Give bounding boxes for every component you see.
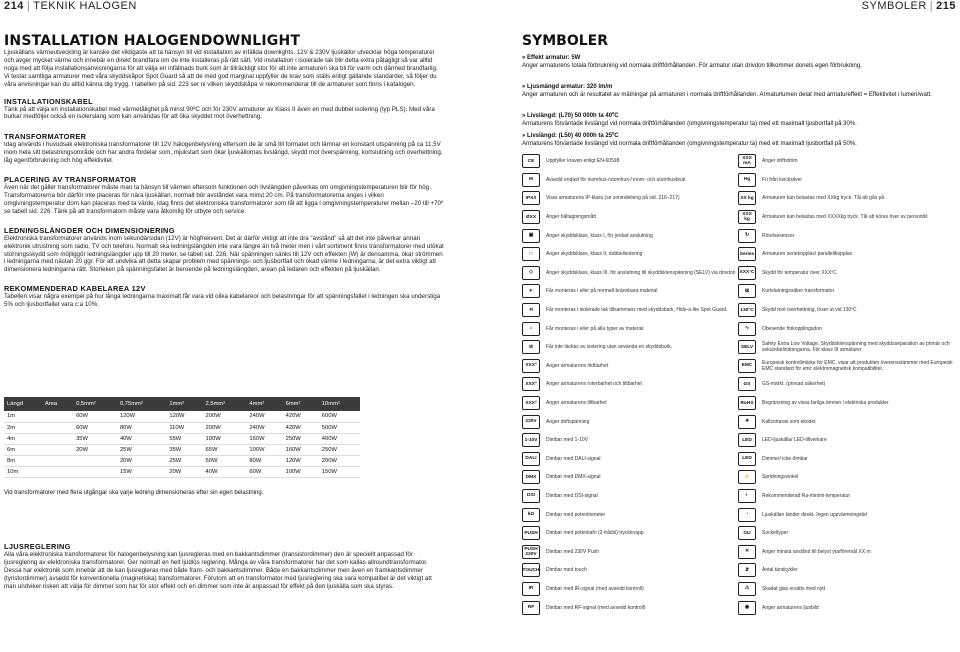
table-cell: 10m (4, 466, 42, 477)
spec-effekt (522, 55, 954, 70)
symbol-icon: XXX mA (738, 154, 756, 168)
symbol-row (522, 264, 954, 283)
section-title-left: TEKNIK HALOGEN (33, 0, 137, 12)
table-cell: 35W (73, 433, 117, 444)
symbol-label: Obesende förkopplingsdon (762, 325, 822, 332)
table-cell: 2m (4, 422, 42, 433)
table-cell: 1m (4, 411, 42, 422)
table-cell: 250W (319, 444, 360, 455)
symbol-icon: M (522, 173, 540, 187)
ljusreglering-section (4, 542, 444, 591)
symbol-icon: ⊠ (738, 284, 756, 298)
table-header-cell: 2,5mm² (203, 397, 247, 411)
symbol-icon: XXX°C (738, 266, 756, 280)
spec-heading: » Livslängd: (L50) 40 000h ta 25ºC (522, 133, 619, 139)
table-cell: 60W (73, 411, 117, 422)
symbol-item (522, 470, 738, 484)
table-cell: 100W (283, 466, 319, 477)
table-row (4, 455, 360, 466)
intro-text: Ljuskällans värmeutveckling är kanske det viktigaste att ta hänsyn till vid installation av infällda downlights. 12V & 230V ljuskällor utvecklar höga temperaturer och avger mycket värme och innebär en direkt brandfara om de inte installeras på rätt sätt. Vid installation i isolerade tak blir detta extra påtagligt så var alltid noga med att följa installationsanvisningarna för att välja en infällnads burk som är tillräckligt stor för att inte armaturen ska bli för varm och därmed brandfarlig. Vi testar samtliga armaturer med våra skyddskåpor Spot Guard så att de med god marginal uppfyller de krav som ställs enligt gällande standarder, så följer du våra anvisningar kan du alltid känna dig trygg. I tabellen på sid. 223 ser ni vilken skyddskåpa vi rekommenderar till de armaturer som finns i katalogen. (4, 49, 438, 88)
section-heading-kabelarea: REKOMMENDERAD KABELAREA 12V (4, 284, 146, 294)
symbol-item (738, 359, 954, 373)
table-cell: 25W (117, 444, 166, 455)
symbol-label: Skadat glas ersätts med nytt (762, 585, 826, 592)
symbol-row (522, 431, 954, 450)
table-header-cell: 10mm² (319, 397, 360, 411)
symbol-label: Begränsning av vissa farliga ämnen i elektriska produkter (762, 400, 889, 407)
symbol-label: Rörelsesensor (762, 232, 795, 239)
symbol-label: Anger armaturens roterbarhet och tiltbarhet (546, 381, 642, 388)
symbol-icon: XXXº (522, 359, 540, 373)
spec-heading: » Effekt armatur: 5W (522, 55, 581, 61)
page-number-right: 215 (936, 0, 956, 12)
table-cell: 25W (166, 455, 202, 466)
table-cell: 420W (283, 411, 319, 422)
page-number-left: 214 (4, 0, 24, 12)
symbol-row (522, 598, 954, 617)
symbol-icon: TOUCH (522, 563, 540, 577)
table-cell: 400W (319, 433, 360, 444)
spec-heading: » Livslängd: (L70) 50 000h ta 40ºC (522, 113, 619, 119)
symbol-item (738, 526, 954, 540)
symbol-icon: ⌂ (522, 322, 540, 336)
table-cell: 600W (319, 411, 360, 422)
symbol-icon: ▣ (522, 229, 540, 243)
symbol-icon: XXXº (522, 377, 540, 391)
symbol-item (522, 377, 738, 391)
symbol-item (522, 415, 738, 429)
symbol-icon: PUSH (522, 526, 540, 540)
symbol-item (738, 415, 954, 429)
table-cell (42, 422, 73, 433)
symbol-label: Armaturen kan belastas med XXXXkg tryck. Tål att köras över av personbil (762, 214, 928, 221)
symbol-label: Anger håltagningsmått (546, 214, 597, 221)
symbol-label: Dimbar med 230V Push (546, 548, 600, 555)
symbol-row (522, 505, 954, 524)
table-cell (42, 411, 73, 422)
symbol-label: Sockeltyper (762, 530, 789, 537)
table-header-cell: 6mm² (283, 397, 319, 411)
symbol-item (522, 154, 738, 168)
table-cell: 65W (203, 444, 247, 455)
spec-text: Anger armaturens totala förbrukning vid normala driftförhållanden. För armatur utan drivdon tillkommer donets egen förbrukning. (522, 62, 862, 69)
symbol-label: Anger skyddsklass, klass III, för anslutning till skyddsklenspänning (SELV) via drivdon (546, 269, 736, 276)
symbol-item (522, 340, 738, 354)
symbol-label: Dimbar med DALI-signal (546, 455, 601, 462)
table-cell: 120W (117, 411, 166, 422)
symbol-label: Anger minsta avstånd till belyst yta/föremål XX m (762, 548, 871, 555)
table-cell: 200W (203, 411, 247, 422)
table-cell (42, 466, 73, 477)
symbol-label: Dimbar med potentiafri (2-trådsl) tryckknapp (546, 530, 644, 537)
table-cell: 20W (117, 455, 166, 466)
symbol-item (738, 508, 954, 522)
symbol-label: Anger skyddsklass, klass I, för jordad anslutning (546, 232, 653, 239)
section-title-right: SYMBOLER (861, 0, 927, 12)
symbol-row (522, 301, 954, 320)
symbol-icon: Series (738, 247, 756, 261)
table-row (4, 422, 360, 433)
symbol-label: Safety Extra Low Voltage. Skyddsklenspänning med skyddsseparation av primär och sekundärlindningarna. För klass III armaturer. (762, 341, 950, 354)
symbol-item (522, 229, 738, 243)
section-text-kabelarea: Tabellen visar några exempel på hur långa ledningarna maximalt får vara vid olika kabelareor och belastningar för att spänningsfallet i ledningen ska understiga 5% och ljusbortfallet vara c:a 10%. (4, 293, 441, 309)
left-column (4, 34, 444, 309)
cable-area-table (4, 397, 360, 478)
symbol-label: Visar armaturens IP-klass (se zonindelning på sid. 216–217) (546, 195, 680, 202)
symbol-item (522, 545, 738, 559)
symbol-icon: GS (738, 377, 756, 391)
table-cell: 60W (246, 466, 282, 477)
symbol-item (738, 322, 954, 336)
symbol-icon: ◇ (522, 266, 540, 280)
symbol-icon: DSI (522, 489, 540, 503)
symbol-row (522, 524, 954, 543)
symbol-row (522, 226, 954, 245)
symbol-item (738, 396, 954, 410)
symbol-row (522, 152, 954, 171)
symbol-item (522, 303, 738, 317)
table-cell: 200W (319, 455, 360, 466)
symbol-label: Dimbar med IR-signal (med avsedd kontroll) (546, 585, 644, 592)
symbol-item (738, 340, 954, 354)
symbol-icon: EMC (738, 359, 756, 373)
table-cell: 55W (166, 433, 202, 444)
symbol-label: Anger armaturens riktbarhet (546, 362, 609, 369)
symbol-icon: Hg (738, 173, 756, 187)
symbol-item (738, 229, 954, 243)
table-cell: 240W (246, 411, 282, 422)
symbol-icon: XXX kg (738, 210, 756, 224)
table-cell: 100W (203, 433, 247, 444)
symbol-icon: ◉ (738, 601, 756, 615)
table-cell: 100W (246, 444, 282, 455)
table-cell: 4m (4, 433, 42, 444)
symbol-label: Fri från kvicksilver (762, 176, 803, 183)
spec-ljusmangd (522, 84, 954, 99)
symbol-icon: CE (522, 154, 540, 168)
symbol-item (522, 396, 738, 410)
symbol-item (738, 210, 954, 224)
symbol-row (522, 338, 954, 357)
section-heading-transformatorer: TRANSFORMATORER (4, 132, 87, 142)
symbol-item (522, 247, 738, 261)
symbol-label: Anger driftspänning (546, 418, 590, 425)
symbol-icon: ⚡ (738, 470, 756, 484)
symbol-item (738, 154, 954, 168)
symbol-icon: IR (522, 582, 540, 596)
spec-text: Anger armaturen och är resultatet av mätningar på armaturen i normala driftförhållanden. Armaturlumen delat med armatureffekt = Effektivitet i lumen/watt. (522, 91, 932, 98)
table-cell: 40W (117, 433, 166, 444)
symbol-item (522, 359, 738, 373)
table-cell: 110W (166, 422, 202, 433)
symbol-label: Dimbar med DSI-signal (546, 492, 598, 499)
page-header-left: 214 | TEKNIK HALOGEN (4, 0, 137, 12)
table-header-cell: Area (42, 397, 73, 411)
symbol-icon: kΩ (522, 508, 540, 522)
table-cell: 240W (246, 422, 282, 433)
symbol-row (522, 487, 954, 506)
symbol-label: Anger armaturens ljusbild (762, 604, 819, 611)
symbol-row (522, 412, 954, 431)
table-cell: 40W (203, 466, 247, 477)
symbol-icon: F̸ (522, 303, 540, 317)
symbol-icon: DMX (522, 470, 540, 484)
table-cell: 20W (166, 466, 202, 477)
symbol-icon: DALI (522, 452, 540, 466)
table-cell: 60W (73, 422, 117, 433)
section-text-transformatorer: Idag används i huvudsak elektroniska transformatorer till 12V halogenbelysning eftersom de är små till formatet och lämnar en konstant utspänning på ca 11,5V inom hela sitt belastningsområde och har andra fördelar som, mjukstart som ökar ljuskällornas livslängd, skydd mot överspänning, kortslutning och överhettning, låg egenförbrukning och hög effektivitet. (4, 141, 443, 165)
symbol-item (522, 601, 738, 615)
symbol-item (738, 545, 954, 559)
symbol-label: Får monteras i isolerade tak tillsammans med skyddsburk, Hide-a-lite Spot Guard. (546, 307, 728, 314)
symbol-item (738, 452, 954, 466)
symbol-label: Får monteras i eller på alla typer av material (546, 325, 644, 332)
symbol-item (522, 191, 738, 205)
symbol-item (522, 173, 738, 187)
symbol-icon: ◔ (738, 508, 756, 522)
symbol-item (738, 563, 954, 577)
symbol-icon: RF (522, 601, 540, 615)
symbol-icon: □ (522, 247, 540, 261)
symbol-item (522, 526, 738, 540)
symbol-row (522, 319, 954, 338)
table-cell (73, 466, 117, 477)
symbol-item (738, 470, 954, 484)
table-cell: 250W (283, 433, 319, 444)
symbol-icon: ⚠ (738, 582, 756, 596)
symbol-item (738, 173, 954, 187)
symbol-item (522, 284, 738, 298)
symbol-item (522, 489, 738, 503)
section-heading-ljusreglering: LJUSREGLERING (4, 542, 71, 551)
symbol-item (522, 582, 738, 596)
symbol-row (522, 394, 954, 413)
symbol-label: LED-ljuskälla/ LED-tillverkare (762, 437, 827, 444)
spec-text: Armaturens förväntade livslängd vid normala driftförhållanden (omgivningstemperatur ta) med ett maximalt ljusbortfall på 30%. (522, 120, 857, 127)
symbol-icon: ✕ (738, 545, 756, 559)
section-text-ljusreglering: Alla våra elektroniska transformatorer för halogenbelysning kan ljusregleras med en bakkantsdimmer (transistordimmer) den är speciellt anpassad för ljusreglering av elektroniska transformatorer. Ger normalt en helt ljudlös reglering. Många av våra transformatorer har det som kallas allroundtransformator. Dessa har elektronik som innebär att de kan ljusregleras med både fram- och bakkantsdimmer. Både en bakkantsdimmer men även en framkantsdimmer (tyristordimmer) avsedd för konventionella (magnetiska) transformatorer. Förutom att en transformator med ljusreglering ska vara kompatibel är det viktigt att man undviker risken att välja för dimmer som har för stor effekt och en dimmer som inte är anpassad för effekt på den ljuskälla som ska styras. (4, 551, 432, 590)
symbol-label: Skydd för temperatur över XXXºC (762, 269, 837, 276)
section-heading-ledning: LEDNINGSLÄNGDER OCH DIMENSIONERING (4, 225, 175, 235)
symbol-label: GS-märkt. (provad säkerhet) (762, 381, 826, 388)
symbol-label: Armaturen seriekopplas/ parallellkopplas (762, 251, 853, 258)
table-row (4, 411, 360, 422)
symbol-item (522, 508, 738, 522)
symbol-icon: XX kg (738, 191, 756, 205)
table-cell (42, 444, 73, 455)
symbol-label: Dimbar med touch (546, 567, 587, 574)
symbol-row (522, 375, 954, 394)
table-cell: 15W (117, 466, 166, 477)
symbol-icon: 130°C (738, 303, 756, 317)
table-header-cell: Längd (4, 397, 42, 411)
symbol-row (522, 171, 954, 190)
symbol-icon: IPXX (522, 191, 540, 205)
symbol-icon: ↻ (738, 229, 756, 243)
table-cell: 120W (283, 455, 319, 466)
symbol-item (738, 377, 954, 391)
section-text-placering: Även när det gäller transformatorer måste man ta hänsyn till värmen eftersom funktionen och livslängden påverkas om omgivningstemperaturen blir för hög. Transformatorerna bör därför inte placeras för nära ljuskällan, normalt bör avståndet vara minst 20 cm. På transformatorerna anges i vilken omgivningstemperatur dom kan placeras med ta värde, idag finns det elektroniska transformatorer som tål att ligga i omgivningstemperaturer mellan –20 till +70º se tabell sid. 226. Tänk på att transformatorn måste vara åtkomlig för utbyte och service. (4, 184, 444, 215)
symbol-row (522, 357, 954, 376)
table-cell (73, 455, 117, 466)
symbol-label: Anger armaturens tiltbarhet (546, 400, 607, 407)
symbol-icon: 1-10V (522, 433, 540, 447)
spec-heading: » Ljusmängd armatur: 320 lm/m (522, 84, 613, 90)
section-text-ledning: Elektroniska transformatorer används inom sekundärsidan (12V) är högfrekvent. Det är därför viktigt att inte dra "avstånd" så att det inte påverkar annan elektronik utrustning som radio, TV och telefoni. Normalt ska ledningslängden inte vara längre än två meter men i vårt sortiment finns transformatorer med utökat störningsskydd som möjliggör ledningslängder upp till 20 meter, se tabell sid. 226. När spänningen sänks till 12V och effekten (W) är densamma, ökar strömmen i ledningarna med nästan 20 ggr. För att undvika att detta skapar problem med spännings- och ljusbortfall och ökad värme i ledningarna, är det extra viktigt att dimensionera ledningarna rätt. Storleken på spänningsfallet är beroende på ledningslängden, arean på ledaren och effekten på ljuskällan. (4, 234, 444, 274)
spec-livslangd-l70 (522, 113, 954, 128)
symbol-icon: LED (738, 433, 756, 447)
symbol-label: Skydd mot överhettning, löser ut vid 130ºC (762, 307, 857, 314)
symbol-label: Spridningsvinkel (762, 474, 799, 481)
symbol-icon: ⇵ (738, 563, 756, 577)
page-title: INSTALLATION HALOGENDOWNLIGHT (4, 33, 301, 49)
symbol-icon: ◐ (738, 489, 756, 503)
symbol-item (522, 266, 738, 280)
table-cell: 8m (4, 455, 42, 466)
section-heading-placering: PLACERING AV TRANSFORMATOR (4, 175, 137, 185)
symbol-icon: XXXº (522, 396, 540, 410)
symbol-label: Uppfyller kraven enligt EN-60598 (546, 158, 620, 165)
symbol-label: Anger driftström (762, 158, 798, 165)
table-cell: 200W (203, 422, 247, 433)
symbol-label: Europeisk kontrollmärke för EMC, visar att produkten överensstämmer med Europeisk EMC standard för emc elektromagnetisk kompatibilitet. (762, 359, 953, 372)
table-cell: 160W (246, 433, 282, 444)
table-cell (42, 433, 73, 444)
symbol-label: Ljuskällan tänder direkt. Ingen uppvärmningstid (762, 511, 867, 518)
symbols-title: SYMBOLER (522, 33, 608, 49)
table-cell: 120W (166, 411, 202, 422)
page-header-right: SYMBOLER | 215 (861, 0, 956, 12)
symbol-item (738, 433, 954, 447)
table-cell: 160W (283, 444, 319, 455)
symbol-label: Får monteras i eller på normalt brännbara material (546, 288, 658, 295)
symbol-icon: F (522, 284, 540, 298)
symbol-label: Anger skyddsklass, klass II, dubbelisolering (546, 251, 643, 258)
table-header-row (4, 397, 360, 411)
symbol-item (738, 247, 954, 261)
table-cell: 50W (203, 455, 247, 466)
symbol-icon: ØXX (522, 210, 540, 224)
symbol-item (738, 582, 954, 596)
symbol-row (522, 580, 954, 599)
symbol-icon: ∿ (738, 322, 756, 336)
symbol-item (522, 322, 738, 336)
section-heading-kabel: INSTALLATIONSKABEL (4, 96, 93, 106)
table-cell: 80W (246, 455, 282, 466)
symbol-label: Rekommenderad Ra-minimi-temperatur (762, 492, 851, 499)
symbol-icon: ☀ (738, 415, 756, 429)
symbol-icon: SELV (738, 340, 756, 354)
table-cell: 420W (283, 422, 319, 433)
symbol-label: Kallsortaras som ekodet (762, 418, 816, 425)
symbol-item (522, 563, 738, 577)
table-header-cell: 0,5mm² (73, 397, 117, 411)
table-header-cell: 4mm² (246, 397, 282, 411)
symbol-icon: LED (738, 452, 756, 466)
symbol-label: Dimmer/ icke dimbar (762, 455, 808, 462)
spec-text: Armaturens förväntade livslängd vid normala driftförhållanden (omgivningstemperatur ta) med ett maximalt ljusbortfall på 50%. (522, 140, 857, 147)
symbol-label: Dimbar med potentiometer (546, 511, 606, 518)
symbol-label: Avsedd endast för inomhus-/utomhus-/ inom- och utomhusbruk (546, 176, 686, 183)
symbol-item (522, 433, 738, 447)
symbol-item (738, 191, 954, 205)
table-cell: 20W (73, 444, 117, 455)
symbol-grid (522, 152, 954, 617)
table-cell: 6m (4, 444, 42, 455)
table-cell: 150W (319, 466, 360, 477)
symbol-item (522, 452, 738, 466)
symbol-row (522, 189, 954, 208)
table-row (4, 433, 360, 444)
spec-livslangd-l50 (522, 133, 954, 148)
table-cell (42, 455, 73, 466)
table-note: Vid transformatorer med flera utgångar ska varje ledning dimensioneras efter sin egen belastning. (4, 490, 264, 496)
table-cell: 500W (319, 422, 360, 433)
right-column (522, 34, 954, 148)
table-header-cell: 1mm² (166, 397, 202, 411)
symbol-row (522, 561, 954, 580)
symbol-item (738, 266, 954, 280)
table-cell: 80W (117, 422, 166, 433)
symbol-icon: GU (738, 526, 756, 540)
symbol-item (522, 210, 738, 224)
symbol-label: Dimbar med 1-10V (546, 437, 588, 444)
symbol-row (522, 282, 954, 301)
symbol-row (522, 468, 954, 487)
symbol-item (738, 284, 954, 298)
symbol-label: Får inte täckas av isolering utan använda en skyddsburk. (546, 344, 673, 351)
symbol-row (522, 542, 954, 561)
symbol-icon: ⊘ (522, 340, 540, 354)
table-cell: 35W (166, 444, 202, 455)
table-row (4, 444, 360, 455)
symbol-label: Kortslutningssäker transformator (762, 288, 835, 295)
symbol-icon: RoHS (738, 396, 756, 410)
symbol-row (522, 245, 954, 264)
table-header-cell: 0,75mm² (117, 397, 166, 411)
symbol-icon: PUSH 230V (522, 545, 540, 559)
symbol-label: Dimbar med DMX-signal (546, 474, 601, 481)
symbol-label: Antal tändcykler (762, 567, 798, 574)
symbol-icon: 230V (522, 415, 540, 429)
symbol-item (738, 489, 954, 503)
table-row (4, 466, 360, 477)
symbol-item (738, 303, 954, 317)
section-text-kabel: Tänk på att välja en installationskabel med värmetålighet på minst 90ºC och för 230V armaturer av Klass II även en med dubbel isolering (typ PLS). Med våra burkar medföljer också en isolerslang som kan användas för att öka skyddet mot överhettning. (4, 105, 435, 121)
symbol-label: Armaturen kan belastas med XXkg tryck. Tål att gås på (762, 195, 885, 202)
symbol-item (738, 601, 954, 615)
symbol-row (522, 208, 954, 227)
symbol-row (522, 450, 954, 469)
symbol-label: Dimbar med RF-signal (med avsedd kontroll) (546, 604, 646, 611)
